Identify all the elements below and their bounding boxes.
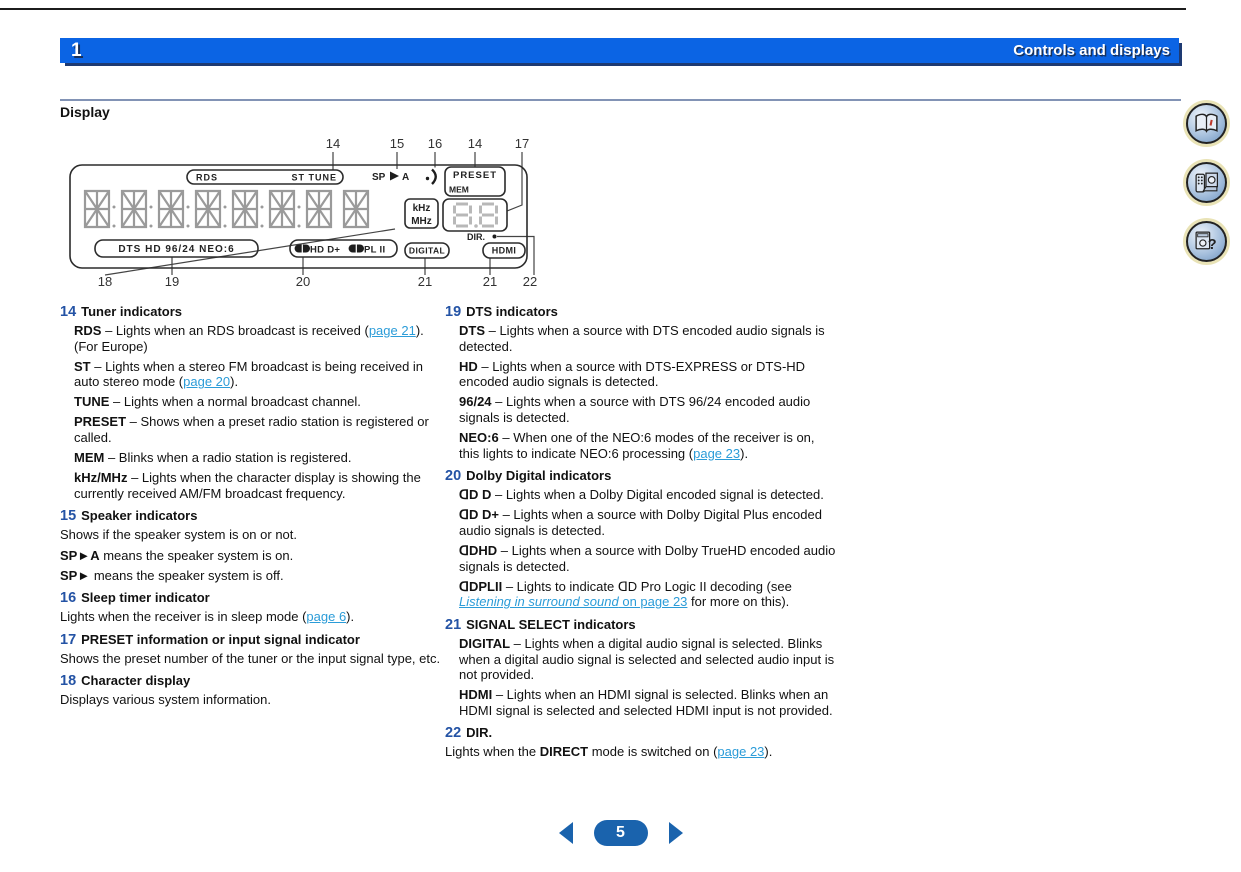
nav-button-contents[interactable]	[1186, 103, 1227, 144]
page-link[interactable]: page 23	[693, 445, 741, 461]
character-display	[85, 191, 368, 228]
callout-number: 18	[60, 673, 77, 690]
text-run: – Lights when a source with Dolby TrueHD encoded audio signals is detected.	[459, 543, 836, 574]
text-run: – Lights when an RDS broadcast is received (	[101, 323, 369, 338]
section-21	[445, 616, 838, 718]
preset-mem-indicator-box	[445, 167, 505, 196]
previous-page-button[interactable]	[559, 822, 573, 844]
text-run: TUNE	[74, 394, 110, 410]
text-run: – Lights when a Dolby Digital encoded signal is detected.	[491, 487, 824, 503]
description-paragraph	[60, 609, 446, 625]
dts-indicator-box	[95, 240, 258, 257]
text-run: ᗡDHD	[459, 543, 498, 559]
section-heading	[445, 724, 838, 742]
page-link[interactable]: on page 23	[618, 594, 688, 610]
text-run: DIGITAL	[459, 635, 511, 651]
description-paragraph	[74, 414, 446, 445]
description-paragraph	[74, 470, 446, 501]
open-book-icon	[1193, 110, 1220, 137]
text-run: – Lights when the character display is showing the currently received AM/FM broadcast frequency.	[74, 470, 421, 501]
text-run: mode is switched on (	[588, 744, 718, 760]
text-run: 96/24	[459, 394, 492, 410]
text-run: Lights when the receiver is in sleep mode (	[60, 609, 307, 625]
description-paragraph	[459, 323, 838, 354]
description-paragraph	[60, 548, 446, 564]
description-paragraph	[74, 359, 446, 390]
text-run: HD	[459, 358, 478, 374]
text-run: ). (For Europe)	[74, 323, 424, 354]
text-run: Lights when the	[445, 744, 540, 760]
nav-button-faq[interactable]	[1186, 221, 1227, 262]
page-link[interactable]: Listening in surround sound	[459, 594, 619, 610]
text-run: – When one of the NEO:6 modes of the receiver is on, this lights to indicate NEO:6 processing (	[459, 430, 815, 461]
text-run: – Lights to indicate ᗡD Pro Logic II decoding (see	[502, 578, 792, 594]
text-run: DTS	[459, 323, 485, 338]
callout-number: 19	[445, 304, 462, 320]
sleep-timer-icon	[426, 170, 436, 185]
callout-number: 16	[60, 590, 77, 607]
dir-dot	[493, 235, 497, 239]
section-heading	[445, 303, 838, 321]
section-heading	[445, 467, 838, 485]
description-paragraph	[445, 744, 838, 760]
section-title: DTS indicators	[466, 304, 558, 319]
st-tune-indicator: ST TUNE	[291, 172, 337, 183]
text-run: – Lights when a source with DTS-EXPRESS or DTS-HD encoded audio signals is detected.	[459, 358, 806, 390]
text-run: ).	[346, 609, 355, 625]
preset-number-segments	[455, 204, 497, 226]
text-run: ).	[764, 744, 773, 760]
text-run: HDMI	[459, 687, 493, 703]
callout-18: 18	[97, 274, 113, 289]
section-17	[60, 631, 446, 667]
text-run: means the speaker system is off.	[90, 567, 284, 583]
description-paragraph	[459, 430, 838, 461]
callout-17: 17	[514, 136, 530, 151]
svg-text:?: ?	[1207, 236, 1217, 253]
page-top-rule	[0, 8, 1186, 10]
page-navigation	[0, 820, 1241, 846]
callout-16: 16	[427, 136, 443, 151]
left-column	[60, 297, 446, 713]
text-run: kHz/MHz	[74, 470, 128, 486]
callout-number: 21	[445, 616, 462, 633]
section-title: Dolby Digital indicators	[466, 468, 612, 484]
section-16	[60, 589, 446, 625]
section-title: Sleep timer indicator	[81, 590, 210, 606]
text-run: MEM	[74, 450, 105, 466]
digital-indicator-box	[405, 243, 449, 258]
page-link[interactable]: page 6	[306, 609, 347, 625]
display-diagram	[60, 125, 560, 295]
callout-number: 15	[60, 508, 77, 525]
description-paragraph	[459, 394, 838, 425]
section-title: SIGNAL SELECT indicators	[466, 616, 636, 632]
right-column	[445, 297, 838, 764]
speaker-arrow-icon	[390, 172, 399, 181]
text-run: DIRECT	[539, 744, 589, 760]
section-18	[60, 672, 446, 708]
text-run: – Blinks when a radio station is registered.	[104, 450, 352, 466]
text-run: Shows the preset number of the tuner or the input signal type, etc.	[60, 650, 441, 666]
hdmi-indicator-box	[483, 243, 525, 258]
text-run: for more on this).	[687, 594, 790, 610]
hdmi-indicator: HDMI	[491, 245, 517, 256]
text-run: – Lights when an HDMI signal is selected. Blinks when an HDMI signal is selected and selected HDMI input is not provided.	[459, 687, 833, 718]
text-run: SP►	[60, 567, 91, 583]
text-run: PRESET	[74, 414, 127, 430]
description-paragraph	[74, 450, 446, 466]
description-paragraph	[459, 687, 838, 718]
dir-indicator	[467, 232, 497, 242]
section-title: Speaker indicators	[81, 508, 198, 524]
text-run: NEO:6	[459, 430, 499, 446]
callout-number: 14	[60, 304, 77, 320]
khz-mhz-indicator-box	[405, 199, 438, 228]
description-paragraph	[459, 543, 838, 574]
digital-indicator: DIGITAL	[408, 245, 446, 256]
text-run: RDS	[74, 323, 102, 338]
page-link[interactable]: page 23	[717, 744, 765, 760]
section-19	[445, 303, 838, 461]
description-paragraph	[459, 487, 838, 503]
speaker-indicator	[372, 172, 409, 184]
text-run: – Lights when a source with Dolby Digital Plus encoded audio signals is detected.	[459, 507, 822, 538]
section-title: PRESET information or input signal indicator	[81, 631, 360, 647]
text-run: ).	[230, 374, 239, 390]
chapter-header-bar	[60, 38, 1179, 63]
callout-21b: 21	[482, 274, 498, 289]
header-title: Controls and displays	[1013, 42, 1170, 59]
preset-indicator: PRESET	[452, 170, 498, 181]
sp-label: SP	[372, 172, 386, 183]
section-title: Character display	[81, 673, 191, 689]
description-paragraph	[60, 651, 446, 667]
callout-number: 20	[445, 468, 462, 485]
section-15	[60, 507, 446, 583]
text-run: means the speaker system is on.	[99, 547, 294, 563]
text-run: ᗡD D	[459, 487, 492, 503]
text-run: – Lights when a stereo FM broadcast is being received in auto stereo mode (	[74, 358, 424, 390]
rds-st-tune-indicator-box	[187, 170, 343, 184]
dolby-pl2-label: PL II	[364, 244, 386, 256]
section-title: Tuner indicators	[81, 304, 183, 319]
description-paragraph	[60, 568, 446, 584]
section-title: DIR.	[466, 725, 493, 741]
rds-indicator: RDS	[196, 172, 219, 183]
description-paragraph	[74, 394, 446, 410]
mhz-indicator: MHz	[411, 216, 432, 227]
section-22	[445, 724, 838, 760]
page-link[interactable]: page 21	[368, 323, 416, 338]
callout-number: 22	[445, 725, 462, 742]
description-paragraph	[60, 692, 446, 708]
callout-number: 17	[60, 631, 77, 648]
callout-14a: 14	[325, 136, 341, 151]
description-paragraph	[459, 359, 838, 390]
section-20	[445, 467, 838, 610]
heading-rule	[60, 99, 1181, 101]
khz-indicator: kHz	[412, 203, 431, 214]
text-run: ).	[740, 445, 749, 461]
text-run: – Lights when a digital audio signal is selected. Blinks when a digital audio signal is selected and selected audio input is not provided.	[459, 635, 835, 683]
preset-number-display	[443, 199, 507, 231]
description-paragraph	[74, 323, 446, 354]
page-number-badge: 5	[594, 820, 648, 846]
remote-control-icon	[1193, 169, 1220, 196]
text-run: ᗡD D+	[459, 507, 499, 523]
callout-21a: 21	[417, 274, 433, 289]
callout-20: 20	[295, 274, 311, 289]
display-heading: Display	[60, 104, 110, 120]
section-heading	[60, 507, 446, 525]
section-heading	[60, 672, 446, 690]
description-paragraph	[60, 527, 446, 543]
section-heading	[60, 631, 446, 649]
help-question-icon	[1193, 228, 1220, 255]
section-14	[60, 303, 446, 501]
text-run: – Lights when a normal broadcast channel.	[109, 394, 361, 410]
sp-a-label: A	[402, 172, 410, 183]
nav-button-controls[interactable]	[1186, 162, 1227, 203]
text-run: Shows if the speaker system is on or not.	[60, 527, 297, 543]
dir-label: DIR.	[467, 232, 485, 242]
callout-19: 19	[164, 274, 180, 289]
section-heading	[445, 616, 838, 634]
text-run: SP►A	[60, 547, 100, 563]
callout-15: 15	[389, 136, 405, 151]
next-page-button[interactable]	[669, 822, 683, 844]
text-run: ᗡDPLII	[459, 578, 503, 594]
chapter-number: 1	[71, 39, 82, 61]
section-heading	[60, 589, 446, 607]
description-paragraph	[459, 579, 838, 610]
dolby-hd-dplus-label: HD D+	[310, 244, 341, 256]
description-paragraph	[459, 507, 838, 538]
text-run: – Lights when a source with DTS 96/24 encoded audio signals is detected.	[459, 394, 811, 425]
text-run: – Lights when a source with DTS encoded audio signals is detected.	[459, 323, 825, 354]
text-run: Displays various system information.	[60, 692, 271, 708]
text-run: ST	[74, 358, 91, 374]
description-paragraph	[459, 636, 838, 683]
callout-14b: 14	[467, 136, 483, 151]
text-run: – Shows when a preset radio station is registered or called.	[74, 414, 429, 446]
section-heading	[60, 303, 446, 321]
mem-indicator: MEM	[449, 184, 469, 195]
dts-indicators-label: DTS HD 96/24 NEO:6	[118, 244, 235, 255]
callout-22: 22	[522, 274, 538, 289]
page-link[interactable]: page 20	[183, 374, 231, 390]
